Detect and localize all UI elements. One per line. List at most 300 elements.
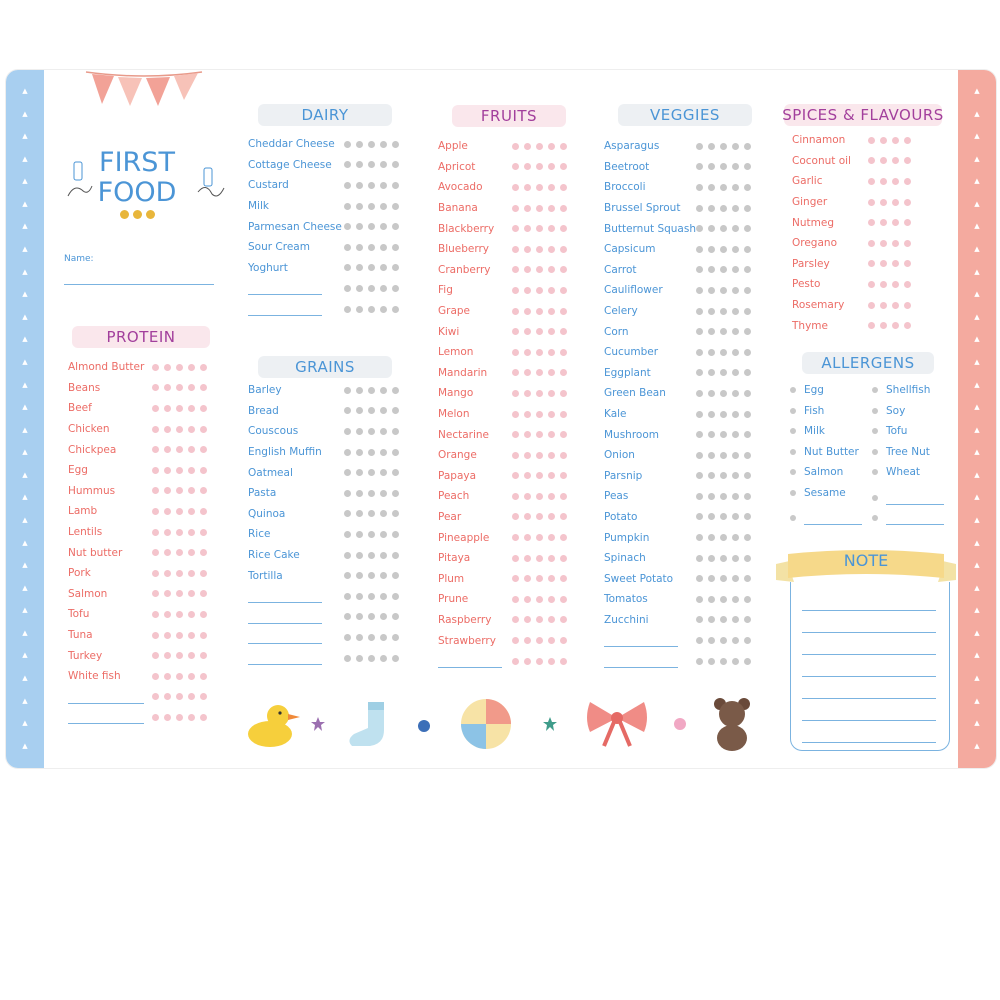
check-dot[interactable]	[904, 219, 911, 226]
check-dot[interactable]	[560, 246, 567, 253]
check-dot[interactable]	[392, 531, 399, 538]
checkbox-dots[interactable]	[344, 428, 399, 435]
checkbox-dots[interactable]	[512, 513, 567, 520]
check-dot[interactable]	[560, 184, 567, 191]
check-dot[interactable]	[368, 223, 375, 230]
note-line[interactable]	[802, 632, 936, 633]
check-dot[interactable]	[176, 693, 183, 700]
check-dot[interactable]	[560, 493, 567, 500]
check-dot[interactable]	[548, 369, 555, 376]
check-dot[interactable]	[548, 390, 555, 397]
check-dot[interactable]	[548, 658, 555, 665]
check-dot[interactable]	[176, 529, 183, 536]
check-dot[interactable]	[560, 555, 567, 562]
check-dot[interactable]	[720, 308, 727, 315]
checkbox-dots[interactable]	[512, 246, 567, 253]
allergen-blank[interactable]	[872, 510, 944, 525]
check-dot[interactable]	[536, 596, 543, 603]
allergen-blank-line[interactable]	[804, 510, 862, 525]
check-dot[interactable]	[732, 658, 739, 665]
name-field[interactable]	[64, 284, 214, 285]
allergen-blank[interactable]	[872, 490, 944, 505]
check-dot[interactable]	[200, 467, 207, 474]
check-dot[interactable]	[176, 570, 183, 577]
checkbox-dots[interactable]	[152, 405, 207, 412]
check-dot[interactable]	[720, 431, 727, 438]
check-dot[interactable]	[164, 611, 171, 618]
checkbox-dots[interactable]	[868, 137, 911, 144]
check-dot[interactable]	[548, 616, 555, 623]
checkbox-dots[interactable]	[512, 431, 567, 438]
check-dot[interactable]	[524, 205, 531, 212]
checkbox-dots[interactable]	[512, 287, 567, 294]
check-dot[interactable]	[868, 302, 875, 309]
check-dot[interactable]	[368, 141, 375, 148]
blank-entry-row[interactable]	[248, 586, 322, 607]
check-dot[interactable]	[708, 287, 715, 294]
check-dot[interactable]	[356, 223, 363, 230]
check-dot[interactable]	[744, 287, 751, 294]
checkbox-dots[interactable]	[696, 163, 751, 170]
check-dot[interactable]	[548, 431, 555, 438]
check-dot[interactable]	[732, 596, 739, 603]
check-dot[interactable]	[720, 287, 727, 294]
check-dot[interactable]	[708, 575, 715, 582]
check-dot[interactable]	[732, 163, 739, 170]
checkbox-dots[interactable]	[696, 349, 751, 356]
check-dot[interactable]	[524, 575, 531, 582]
check-dot[interactable]	[744, 658, 751, 665]
check-dot[interactable]	[356, 141, 363, 148]
check-dot[interactable]	[356, 449, 363, 456]
checkbox-dots[interactable]	[696, 390, 751, 397]
check-dot[interactable]	[560, 472, 567, 479]
check-dot[interactable]	[176, 632, 183, 639]
check-dot[interactable]	[732, 328, 739, 335]
check-dot[interactable]	[512, 637, 519, 644]
check-dot[interactable]	[548, 349, 555, 356]
check-dot[interactable]	[536, 431, 543, 438]
checkbox-dots[interactable]	[696, 452, 751, 459]
checkbox-dots[interactable]	[696, 513, 751, 520]
check-dot[interactable]	[744, 225, 751, 232]
check-dot[interactable]	[392, 634, 399, 641]
check-dot[interactable]	[356, 428, 363, 435]
check-dot[interactable]	[344, 428, 351, 435]
check-dot[interactable]	[548, 184, 555, 191]
check-dot[interactable]	[176, 487, 183, 494]
check-dot[interactable]	[356, 490, 363, 497]
check-dot[interactable]	[380, 613, 387, 620]
check-dot[interactable]	[720, 225, 727, 232]
check-dot[interactable]	[708, 431, 715, 438]
check-dot[interactable]	[164, 529, 171, 536]
check-dot[interactable]	[548, 637, 555, 644]
allergen-item[interactable]	[790, 466, 843, 478]
check-dot[interactable]	[868, 281, 875, 288]
check-dot[interactable]	[344, 244, 351, 251]
check-dot[interactable]	[200, 487, 207, 494]
check-dot[interactable]	[696, 596, 703, 603]
checkbox-dots[interactable]	[512, 658, 567, 665]
check-dot[interactable]	[380, 490, 387, 497]
checkbox-dots[interactable]	[344, 203, 399, 210]
checkbox-dots[interactable]	[696, 555, 751, 562]
check-dot[interactable]	[188, 549, 195, 556]
check-dot[interactable]	[512, 513, 519, 520]
check-dot[interactable]	[696, 390, 703, 397]
check-dot[interactable]	[732, 637, 739, 644]
allergen-blank[interactable]	[790, 510, 862, 525]
checkbox-dots[interactable]	[512, 616, 567, 623]
check-dot[interactable]	[548, 308, 555, 315]
check-dot[interactable]	[536, 266, 543, 273]
check-dot[interactable]	[720, 266, 727, 273]
checkbox-dots[interactable]	[696, 575, 751, 582]
check-dot[interactable]	[880, 178, 887, 185]
blank-entry-row[interactable]	[248, 627, 322, 648]
check-dot[interactable]	[524, 555, 531, 562]
check-dot[interactable]	[356, 244, 363, 251]
check-dot[interactable]	[560, 575, 567, 582]
checkbox-dots[interactable]	[512, 390, 567, 397]
check-dot[interactable]	[560, 596, 567, 603]
check-dot[interactable]	[536, 390, 543, 397]
checkbox-dots[interactable]	[696, 225, 751, 232]
check-dot[interactable]	[380, 655, 387, 662]
check-dot[interactable]	[152, 632, 159, 639]
check-dot[interactable]	[744, 555, 751, 562]
check-dot[interactable]	[344, 285, 351, 292]
check-dot[interactable]	[152, 405, 159, 412]
check-dot[interactable]	[560, 616, 567, 623]
checkbox-dots[interactable]	[344, 572, 399, 579]
check-dot[interactable]	[536, 143, 543, 150]
check-dot[interactable]	[560, 328, 567, 335]
check-dot[interactable]	[392, 141, 399, 148]
check-dot[interactable]	[176, 714, 183, 721]
check-dot[interactable]	[380, 141, 387, 148]
blank-entry-row[interactable]	[248, 648, 322, 669]
check-dot[interactable]	[380, 407, 387, 414]
check-dot[interactable]	[560, 225, 567, 232]
check-dot[interactable]	[720, 616, 727, 623]
check-dot[interactable]	[512, 369, 519, 376]
checkbox-dots[interactable]	[152, 693, 207, 700]
check-dot[interactable]	[904, 178, 911, 185]
check-dot[interactable]	[536, 637, 543, 644]
check-dot[interactable]	[868, 178, 875, 185]
check-dot[interactable]	[868, 260, 875, 267]
check-dot[interactable]	[356, 469, 363, 476]
check-dot[interactable]	[732, 205, 739, 212]
checkbox-dots[interactable]	[696, 596, 751, 603]
check-dot[interactable]	[696, 555, 703, 562]
checkbox-dots[interactable]	[152, 632, 207, 639]
check-dot[interactable]	[720, 369, 727, 376]
check-dot[interactable]	[392, 510, 399, 517]
check-dot[interactable]	[868, 199, 875, 206]
check-dot[interactable]	[524, 534, 531, 541]
check-dot[interactable]	[732, 349, 739, 356]
check-dot[interactable]	[548, 205, 555, 212]
check-dot[interactable]	[344, 510, 351, 517]
check-dot[interactable]	[536, 205, 543, 212]
check-dot[interactable]	[164, 673, 171, 680]
blank-entry-line[interactable]	[248, 294, 322, 295]
check-dot[interactable]	[560, 287, 567, 294]
check-dot[interactable]	[176, 364, 183, 371]
check-dot[interactable]	[744, 411, 751, 418]
check-dot[interactable]	[200, 632, 207, 639]
blank-entry-row[interactable]	[68, 707, 144, 728]
allergen-blank-line[interactable]	[886, 490, 944, 505]
check-dot[interactable]	[368, 593, 375, 600]
check-dot[interactable]	[708, 452, 715, 459]
checkbox-dots[interactable]	[152, 570, 207, 577]
check-dot[interactable]	[164, 693, 171, 700]
allergen-item[interactable]	[790, 384, 824, 396]
check-dot[interactable]	[512, 308, 519, 315]
check-dot[interactable]	[744, 390, 751, 397]
check-dot[interactable]	[536, 287, 543, 294]
check-dot[interactable]	[380, 552, 387, 559]
check-dot[interactable]	[392, 490, 399, 497]
check-dot[interactable]	[548, 163, 555, 170]
check-dot[interactable]	[392, 306, 399, 313]
check-dot[interactable]	[344, 613, 351, 620]
check-dot[interactable]	[720, 493, 727, 500]
check-dot[interactable]	[732, 411, 739, 418]
note-line[interactable]	[802, 654, 936, 655]
checkbox-dots[interactable]	[512, 452, 567, 459]
check-dot[interactable]	[368, 510, 375, 517]
check-dot[interactable]	[548, 596, 555, 603]
check-dot[interactable]	[380, 449, 387, 456]
check-dot[interactable]	[880, 260, 887, 267]
check-dot[interactable]	[708, 596, 715, 603]
check-dot[interactable]	[880, 157, 887, 164]
checkbox-dots[interactable]	[152, 508, 207, 515]
check-dot[interactable]	[560, 637, 567, 644]
check-dot[interactable]	[188, 467, 195, 474]
check-dot[interactable]	[392, 285, 399, 292]
check-dot[interactable]	[164, 384, 171, 391]
checkbox-dots[interactable]	[868, 199, 911, 206]
check-dot[interactable]	[708, 534, 715, 541]
check-dot[interactable]	[696, 616, 703, 623]
check-dot[interactable]	[392, 161, 399, 168]
blank-entry-line[interactable]	[438, 667, 502, 668]
note-line[interactable]	[802, 610, 936, 611]
check-dot[interactable]	[524, 328, 531, 335]
check-dot[interactable]	[392, 244, 399, 251]
check-dot[interactable]	[548, 328, 555, 335]
check-dot[interactable]	[732, 266, 739, 273]
checkbox-dots[interactable]	[344, 469, 399, 476]
blank-entry-row[interactable]	[248, 278, 342, 299]
checkbox-dots[interactable]	[344, 490, 399, 497]
check-dot[interactable]	[176, 508, 183, 515]
check-dot[interactable]	[380, 510, 387, 517]
check-dot[interactable]	[344, 552, 351, 559]
allergen-item[interactable]	[790, 425, 825, 437]
check-dot[interactable]	[512, 205, 519, 212]
note-line[interactable]	[802, 676, 936, 677]
check-dot[interactable]	[152, 487, 159, 494]
check-dot[interactable]	[152, 652, 159, 659]
check-dot[interactable]	[720, 390, 727, 397]
check-dot[interactable]	[696, 658, 703, 665]
checkbox-dots[interactable]	[152, 364, 207, 371]
check-dot[interactable]	[176, 405, 183, 412]
check-dot[interactable]	[732, 369, 739, 376]
checkbox-dots[interactable]	[696, 328, 751, 335]
check-dot[interactable]	[512, 225, 519, 232]
check-dot[interactable]	[744, 513, 751, 520]
check-dot[interactable]	[152, 364, 159, 371]
check-dot[interactable]	[560, 411, 567, 418]
check-dot[interactable]	[732, 452, 739, 459]
check-dot[interactable]	[368, 182, 375, 189]
check-dot[interactable]	[344, 264, 351, 271]
check-dot[interactable]	[344, 469, 351, 476]
check-dot[interactable]	[356, 613, 363, 620]
check-dot[interactable]	[708, 308, 715, 315]
check-dot[interactable]	[708, 616, 715, 623]
check-dot[interactable]	[744, 493, 751, 500]
check-dot[interactable]	[696, 287, 703, 294]
check-dot[interactable]	[200, 549, 207, 556]
check-dot[interactable]	[536, 184, 543, 191]
check-dot[interactable]	[164, 549, 171, 556]
checkbox-dots[interactable]	[696, 308, 751, 315]
checkbox-dots[interactable]	[512, 411, 567, 418]
checkbox-dots[interactable]	[512, 472, 567, 479]
note-line[interactable]	[802, 698, 936, 699]
check-dot[interactable]	[732, 472, 739, 479]
blank-entry-row[interactable]	[438, 651, 496, 672]
check-dot[interactable]	[892, 322, 899, 329]
check-dot[interactable]	[560, 534, 567, 541]
check-dot[interactable]	[720, 143, 727, 150]
check-dot[interactable]	[892, 240, 899, 247]
check-dot[interactable]	[164, 714, 171, 721]
check-dot[interactable]	[548, 493, 555, 500]
check-dot[interactable]	[880, 199, 887, 206]
checkbox-dots[interactable]	[152, 487, 207, 494]
check-dot[interactable]	[892, 281, 899, 288]
check-dot[interactable]	[392, 387, 399, 394]
checkbox-dots[interactable]	[344, 593, 399, 600]
check-dot[interactable]	[720, 328, 727, 335]
checkbox-dots[interactable]	[344, 634, 399, 641]
check-dot[interactable]	[524, 513, 531, 520]
check-dot[interactable]	[560, 266, 567, 273]
check-dot[interactable]	[536, 246, 543, 253]
check-dot[interactable]	[524, 390, 531, 397]
check-dot[interactable]	[188, 693, 195, 700]
check-dot[interactable]	[176, 467, 183, 474]
check-dot[interactable]	[524, 163, 531, 170]
check-dot[interactable]	[188, 714, 195, 721]
check-dot[interactable]	[560, 369, 567, 376]
check-dot[interactable]	[200, 570, 207, 577]
check-dot[interactable]	[732, 513, 739, 520]
check-dot[interactable]	[744, 616, 751, 623]
check-dot[interactable]	[188, 529, 195, 536]
check-dot[interactable]	[188, 384, 195, 391]
check-dot[interactable]	[164, 590, 171, 597]
blank-entry-line[interactable]	[248, 643, 322, 644]
check-dot[interactable]	[368, 285, 375, 292]
check-dot[interactable]	[344, 223, 351, 230]
checkbox-dots[interactable]	[868, 240, 911, 247]
check-dot[interactable]	[696, 266, 703, 273]
check-dot[interactable]	[548, 472, 555, 479]
check-dot[interactable]	[744, 205, 751, 212]
check-dot[interactable]	[512, 287, 519, 294]
check-dot[interactable]	[176, 384, 183, 391]
check-dot[interactable]	[904, 157, 911, 164]
check-dot[interactable]	[200, 446, 207, 453]
check-dot[interactable]	[904, 281, 911, 288]
check-dot[interactable]	[200, 611, 207, 618]
check-dot[interactable]	[732, 616, 739, 623]
check-dot[interactable]	[512, 431, 519, 438]
check-dot[interactable]	[356, 552, 363, 559]
checkbox-dots[interactable]	[152, 446, 207, 453]
check-dot[interactable]	[344, 572, 351, 579]
check-dot[interactable]	[696, 246, 703, 253]
check-dot[interactable]	[708, 637, 715, 644]
check-dot[interactable]	[536, 163, 543, 170]
check-dot[interactable]	[708, 163, 715, 170]
check-dot[interactable]	[380, 203, 387, 210]
check-dot[interactable]	[708, 225, 715, 232]
check-dot[interactable]	[200, 652, 207, 659]
checkbox-dots[interactable]	[512, 266, 567, 273]
check-dot[interactable]	[524, 349, 531, 356]
checkbox-dots[interactable]	[868, 157, 911, 164]
checkbox-dots[interactable]	[868, 260, 911, 267]
check-dot[interactable]	[868, 157, 875, 164]
checkbox-dots[interactable]	[696, 287, 751, 294]
blank-entry-line[interactable]	[248, 623, 322, 624]
check-dot[interactable]	[536, 555, 543, 562]
check-dot[interactable]	[744, 266, 751, 273]
checkbox-dots[interactable]	[512, 225, 567, 232]
checkbox-dots[interactable]	[152, 467, 207, 474]
blank-entry-line[interactable]	[604, 646, 678, 647]
check-dot[interactable]	[524, 431, 531, 438]
check-dot[interactable]	[380, 161, 387, 168]
check-dot[interactable]	[548, 266, 555, 273]
check-dot[interactable]	[560, 658, 567, 665]
check-dot[interactable]	[696, 308, 703, 315]
checkbox-dots[interactable]	[152, 652, 207, 659]
check-dot[interactable]	[368, 531, 375, 538]
check-dot[interactable]	[708, 411, 715, 418]
check-dot[interactable]	[536, 534, 543, 541]
check-dot[interactable]	[368, 572, 375, 579]
check-dot[interactable]	[744, 246, 751, 253]
check-dot[interactable]	[368, 655, 375, 662]
checkbox-dots[interactable]	[512, 555, 567, 562]
check-dot[interactable]	[512, 493, 519, 500]
check-dot[interactable]	[548, 555, 555, 562]
check-dot[interactable]	[164, 570, 171, 577]
